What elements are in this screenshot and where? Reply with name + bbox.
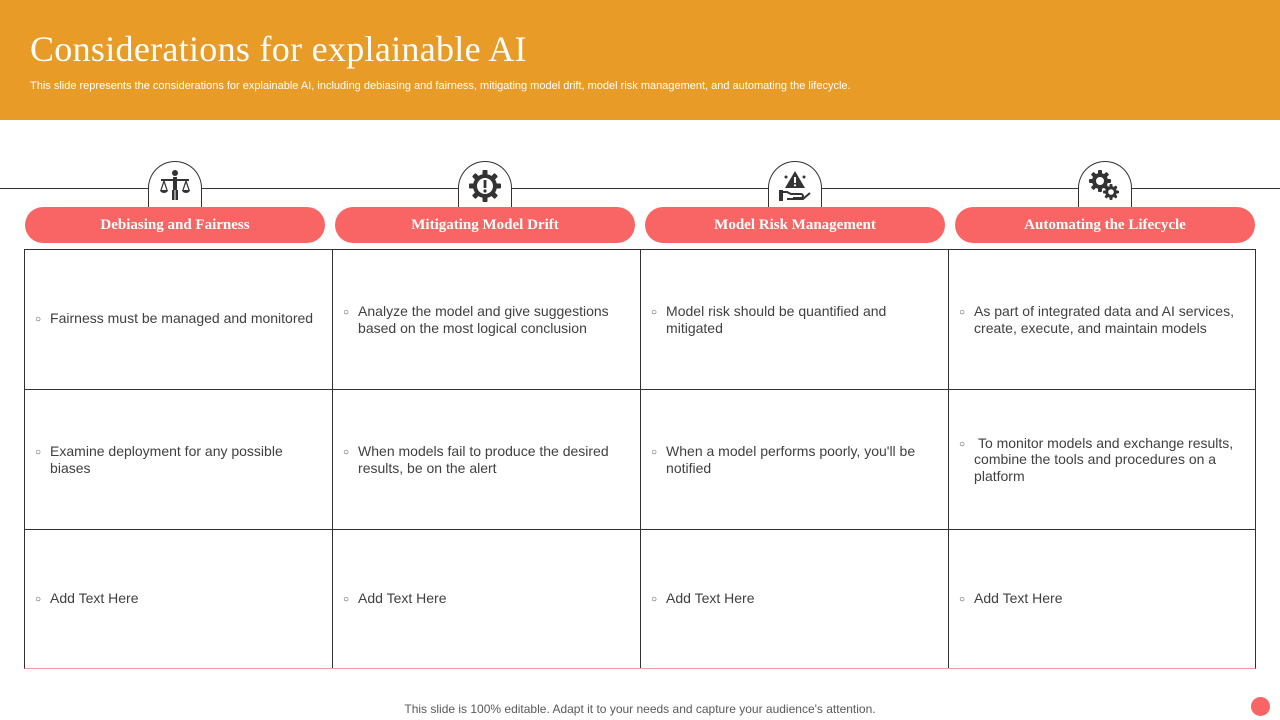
bullet-icon: ○ (343, 593, 350, 605)
column-header-debiasing: Debiasing and Fairness (25, 207, 325, 243)
column-header-lifecycle: Automating the Lifecycle (955, 207, 1255, 243)
cell-text: Add Text Here (974, 589, 1063, 606)
bullet-icon: ○ (651, 593, 658, 605)
icon-tab-model-drift (458, 161, 512, 211)
icon-tab-debiasing (148, 161, 202, 211)
table-cell (333, 390, 641, 530)
table-cell (333, 250, 641, 390)
corner-dot (1251, 697, 1270, 716)
page-subtitle: This slide represents the considerations for explainable AI, including debiasing and fairness, mitigating model drift, model risk management, and automating the lifecycle. (30, 80, 851, 92)
table-cell (25, 530, 333, 668)
table-cell (25, 390, 333, 530)
cell-text: When models fail to produce the desired results, be on the alert (358, 443, 609, 476)
page-title: Considerations for explainable AI (30, 29, 527, 69)
header-bar (0, 0, 1280, 120)
gears-icon (1088, 169, 1122, 203)
table-cell (333, 530, 641, 668)
table-cell (949, 530, 1255, 668)
table-cell (641, 390, 949, 530)
bullet-icon: ○ (343, 447, 350, 458)
column-header-risk-management: Model Risk Management (645, 207, 945, 243)
icon-tab-lifecycle (1078, 161, 1132, 211)
bullet-icon: ○ (959, 593, 966, 605)
cell-text: When a model performs poorly, you'll be notified (666, 443, 916, 476)
cell-text: Add Text Here (666, 589, 755, 606)
cell-text: To monitor models and exchange results, combine the tools and procedures on a platform (974, 434, 1238, 484)
cell-text: As part of integrated data and AI services, create, execute, and maintain models (974, 303, 1234, 336)
column-header-model-drift: Mitigating Model Drift (335, 207, 635, 243)
gear-warning-icon (468, 169, 502, 203)
table-cell (641, 530, 949, 668)
cell-text: Fairness must be managed and monitored (50, 310, 314, 327)
bullet-icon: ○ (35, 593, 42, 605)
footer-note: This slide is 100% editable. Adapt it to your needs and capture your audience's attention. (404, 702, 876, 716)
cell-text: Examine deployment for any possible biases (50, 443, 283, 476)
cell-text: Model risk should be quantified and mitigated (666, 303, 887, 336)
bullet-icon: ○ (959, 438, 966, 450)
bullet-icon: ○ (35, 314, 42, 326)
cell-text: Add Text Here (358, 589, 447, 606)
table-cell (949, 390, 1255, 530)
cell-text: Analyze the model and give suggestions based on the most logical conclusion (358, 303, 609, 336)
table-cell (641, 250, 949, 390)
considerations-table (24, 249, 1256, 669)
bullet-icon: ○ (343, 307, 350, 318)
scales-person-icon (158, 169, 192, 203)
table-cell (25, 250, 333, 390)
risk-hand-icon (778, 169, 812, 203)
bullet-icon: ○ (959, 307, 966, 318)
icon-tab-risk-management (768, 161, 822, 211)
bullet-icon: ○ (35, 447, 42, 458)
bullet-icon: ○ (651, 447, 658, 458)
table-cell (949, 250, 1255, 390)
bullet-icon: ○ (651, 307, 658, 318)
cell-text: Add Text Here (50, 589, 139, 606)
